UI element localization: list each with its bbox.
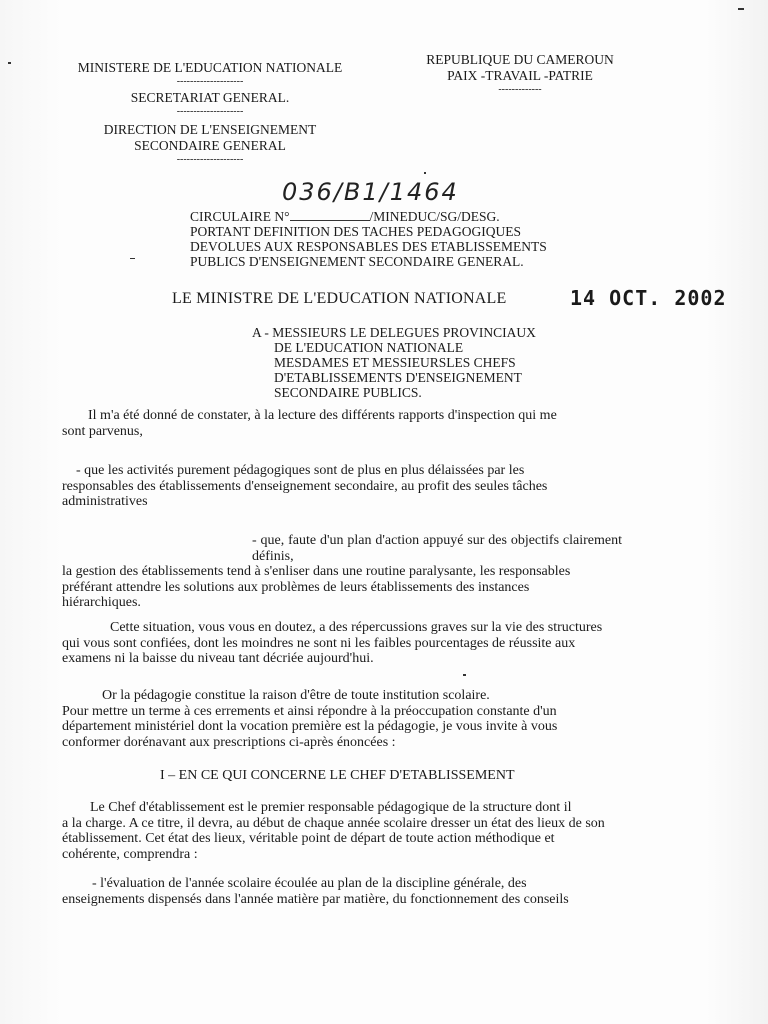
section-heading: I – EN CE QUI CONCERNE LE CHEF D'ETABLISSEMENT — [160, 768, 515, 783]
text-line: administratives — [62, 494, 148, 509]
scan-speck — [8, 62, 11, 64]
text-line: Or la pédagogie constitue la raison d'être de toute institution scolaire. — [102, 688, 490, 703]
paragraph-5 — [62, 688, 622, 750]
text-line: - que, faute d'un plan d'action appuyé sur des objectifs clairement définis, — [252, 533, 622, 564]
republic-header — [405, 52, 635, 96]
text-line: a la charge. A ce titre, il devra, au début de chaque année scolaire dresser un état des lieux de son — [62, 815, 605, 831]
direction-name-line1: DIRECTION DE L'ENSEIGNEMENT — [103, 122, 317, 137]
circular-suffix: /MINEDUC/SG/DESG. — [369, 209, 500, 224]
text-line: Le Chef d'établissement est le premier responsable pédagogique de la structure dont il — [90, 800, 572, 815]
text-line: examens ni la baisse du niveau tant décriée aujourd'hui. — [62, 651, 374, 666]
text-line: enseignements dispensés dans l'année matière par matière, du fonctionnement des conseils — [62, 891, 569, 907]
scan-speck — [130, 258, 135, 259]
number-blank — [290, 209, 370, 221]
ministry-name: MINISTERE DE L'EDUCATION NATIONALE — [77, 60, 343, 75]
text-line: préférant attendre les solutions aux problèmes de leurs établissements des instances — [62, 579, 530, 595]
paragraph-6 — [62, 800, 622, 862]
text-line: Il m'a été donné de constater, à la lecture des différents rapports d'inspection qui me — [88, 408, 557, 423]
text-line: qui vous sont confiées, dont les moindres ne sont ni les faibles pourcentages de réussite aux — [62, 635, 576, 651]
separator: -------------------- — [176, 76, 244, 87]
addressee-line: SECONDAIRE PUBLICS. — [274, 385, 422, 400]
national-motto: PAIX -TRAVAIL -PATRIE — [447, 68, 593, 83]
addressee-line: D'ETABLISSEMENTS D'ENSEIGNEMENT — [274, 370, 522, 385]
secretariat-name: SECRETARIAT GENERAL. — [130, 90, 290, 105]
paragraph-3 — [62, 533, 622, 611]
text-line: la gestion des établissements tend à s'enliser dans une routine paralysante, les responsables — [62, 564, 571, 579]
paragraph-2 — [62, 463, 622, 510]
minister-title: LE MINISTRE DE L'EDUCATION NATIONALE — [172, 290, 507, 307]
paragraph-4 — [62, 620, 622, 667]
date-stamp: 14 OCT. 2002 — [570, 286, 727, 310]
addressee-line: MESDAMES ET MESSIEURSLES CHEFS — [274, 355, 516, 370]
text-line: sont parvenus, — [62, 423, 143, 439]
paragraph-7 — [62, 876, 622, 907]
subject-line: PUBLICS D'ENSEIGNEMENT SECONDAIRE GENERAL. — [190, 254, 524, 269]
text-line: département ministériel dont la vocation première est la pédagogie, je vous invite à vous — [62, 719, 558, 734]
scan-speck — [463, 674, 466, 676]
text-line: Pour mettre un terme à ces errements et ainsi répondre à la préoccupation constante d'un — [62, 703, 557, 719]
circular-reference — [190, 209, 590, 269]
addressee-line: A - MESSIEURS LE DELEGUES PROVINCIAUX — [252, 325, 536, 340]
text-line: établissement. Cet état des lieux, véritable point de départ de toute action méthodique et — [62, 831, 555, 846]
text-line: - l'évaluation de l'année scolaire écoulée au plan de la discipline générale, des — [92, 876, 527, 891]
text-line: Cette situation, vous vous en doutez, a des répercussions graves sur la vie des structures — [110, 620, 603, 635]
subject-line: PORTANT DEFINITION DES TACHES PEDAGOGIQUES — [190, 224, 522, 239]
direction-name-line2: SECONDAIRE GENERAL — [134, 138, 286, 153]
separator: -------------------- — [176, 106, 244, 117]
handwritten-circular-number: 036/B1/1464 — [282, 178, 459, 206]
text-line: hiérarchiques. — [62, 595, 141, 610]
circular-label: CIRCULAIRE N° — [190, 209, 290, 224]
scan-speck — [424, 172, 426, 174]
republic-name: REPUBLIQUE DU CAMEROUN — [426, 52, 614, 67]
scan-speck — [738, 8, 744, 10]
text-line: responsables des établissements d'enseignement secondaire, au profit des seules tâches — [62, 478, 548, 494]
separator: -------------------- — [176, 154, 244, 165]
separator: ------------- — [498, 84, 542, 95]
addressee-line: DE L'EDUCATION NATIONALE — [274, 340, 464, 355]
ministry-header — [60, 60, 360, 166]
addressees — [252, 325, 582, 400]
text-line: cohérente, comprendra : — [62, 846, 198, 862]
paragraph-1 — [62, 408, 622, 439]
subject-line: DEVOLUES AUX RESPONSABLES DES ETABLISSEMENTS — [190, 239, 547, 254]
text-line: - que les activités purement pédagogiques sont de plus en plus délaissées par les — [76, 463, 525, 478]
text-line: conformer dorénavant aux prescriptions ci-après énoncées : — [62, 734, 396, 750]
